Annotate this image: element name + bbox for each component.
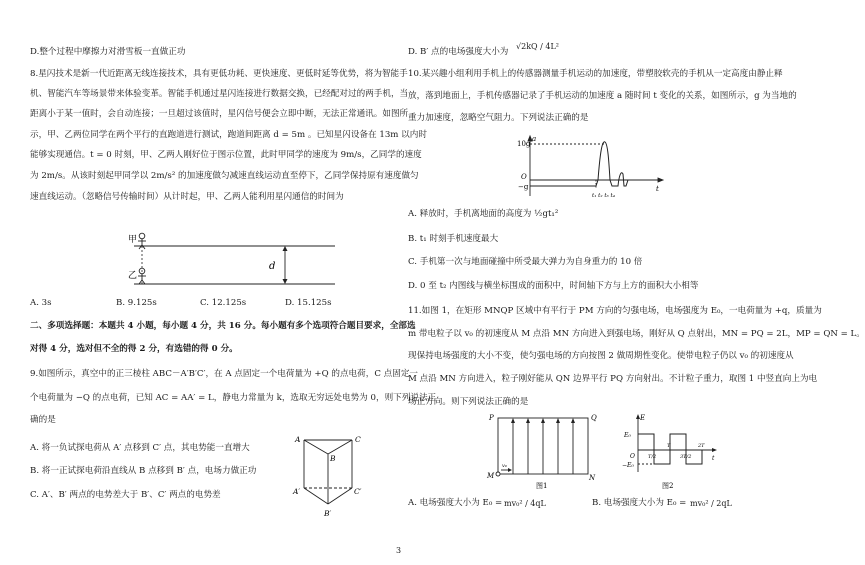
- q8-line: 为 2m/s。从该时刻起甲同学以 2m/s² 的加速度做匀减速直线运动直至停下，乙同学保持原有速度做匀: [30, 171, 419, 181]
- q11-option-a-text: A. 电场强度大小为 E₀ =: [408, 498, 503, 508]
- tick-3T2: 3T/2: [680, 454, 692, 460]
- label-B1: B′: [324, 509, 332, 518]
- q10-option-a: A. 释放时，手机离地面的高度为 ½gt₁²: [408, 209, 559, 219]
- q9-option-d-text: D. B′ 点的电场强度大小为: [408, 47, 509, 57]
- label-N: N: [589, 474, 596, 482]
- tick-T: T: [667, 443, 671, 449]
- q11-line: 现保持电场强度的大小不变，使匀强电场的方向按图 2 做周期性变化。使带电粒子仍以 v₀ 的初速度从: [408, 351, 794, 361]
- tick-T2: T/2: [648, 454, 657, 460]
- q7-option-d: D.整个过程中摩擦力对滑雪板一直做正功: [30, 47, 186, 57]
- label-jia: 甲: [128, 235, 138, 245]
- q8-track-figure: [110, 226, 340, 292]
- label-M: M: [487, 472, 495, 480]
- q11-line: 11.如图 1，在矩形 MNQP 区域中有平行于 PM 方向的匀强电场，电场强度为 E₀，一电荷量为 +q，质量为: [408, 306, 822, 316]
- q9-line: 个电荷量为 −Q 的点电荷，已知 AC = AA′ = L，静电力常量为 k，选取无穷远处电势为 0，则下列说法正: [30, 393, 437, 403]
- q8-line: 能够实现通信。t = 0 时刻，甲、乙两人刚好位于图示位置，此时甲同学的速度为 9m/s，乙同学的速度: [30, 150, 422, 160]
- q10-line: 重力加速度，忽略空气阻力。下列说法正确的是: [408, 113, 589, 123]
- axis-t: t: [712, 455, 715, 462]
- q10-option-b: B. t₁ 时刻手机速度最大: [408, 234, 499, 244]
- label-d: d: [269, 261, 276, 272]
- q10-line: 10.某兴趣小组利用手机上的传感器测量手机运动的加速度，带塑胶软壳的手机从一定高度由静止释: [408, 69, 783, 79]
- axis-E: E: [640, 414, 646, 422]
- q8-line: 8.星闪技术是新一代近距离无线连接技术，具有更低功耗、更快速度、更低时延等优势，将为智能手: [30, 69, 408, 79]
- q9-option-d-formula: [516, 41, 559, 52]
- q10-option-d: D. 0 至 t₂ 内图线与横坐标围成的面积中，时间轴下方与上方的面积大小相等: [408, 281, 699, 291]
- q10-option-c: C. 手机第一次与地面碰撞中所受最大弹力为自身重力的 10 倍: [408, 257, 643, 267]
- label-B: B: [330, 454, 336, 463]
- q8-line: 示，甲、乙两位同学在两个平行的直跑道进行测试，跑道间距离 d = 5m 。已知星闪设备在 13m 以内时: [30, 130, 427, 140]
- q9-line: 9.如图所示，真空中的正三棱柱 ABC－A′B′C′，在 A 点固定一个电荷量为 +Q 的点电荷，C 点固定一: [30, 369, 419, 379]
- tick-neg-g: −g: [518, 183, 529, 191]
- left-column: [30, 0, 437, 565]
- q8-line: 机、智能汽车等场景带来体验变革。智能手机通过星闪连接进行数据交换，已经配对过的两手机，当: [30, 89, 409, 99]
- q9-option-b: B. 将一正试探电荷沿直线从 B 点移到 B′ 点，电场力做正功: [30, 466, 257, 476]
- origin-O: O: [630, 453, 635, 460]
- label-v0: v₀: [502, 463, 507, 469]
- q11-figure-1: [483, 412, 603, 490]
- time-ticks: t₁ t₂ t₃ t₄: [592, 193, 615, 199]
- q10-line: 放，落到地面上，手机传感器记录了手机运动的加速度 a 随时间 t 变化的关系，如图所示，g 为当地的: [408, 91, 797, 101]
- q11-line: 场正方向。则下列说法正确的是: [408, 397, 529, 407]
- q8-option-d: D. 15.125s: [285, 298, 332, 308]
- fig1-caption: 图1: [536, 482, 548, 490]
- section2-heading-cont: 对得 4 分，选对但不全的得 2 分，有选错的得 0 分。: [30, 344, 238, 354]
- q11-option-b-text: B. 电场强度大小为 E₀ =: [592, 498, 687, 508]
- q8-option-b: B. 9.125s: [116, 298, 157, 308]
- label-Q: Q: [591, 414, 597, 422]
- formula-text: √2kQ / 4L²: [516, 42, 559, 51]
- q11-line: M 点沿 MN 方向进入，粒子刚好能从 QN 边界平行 PQ 方向射出。不计粒子重力，取图 1 中竖直向上为电: [408, 374, 818, 384]
- right-column: [408, 0, 865, 565]
- label-C1: C′: [354, 487, 362, 496]
- label-A1: A′: [293, 487, 301, 496]
- axis-a: a: [532, 135, 537, 143]
- q11-line: m 带电粒子以 v₀ 的初速度从 M 点沿 MN 方向进入到强电场，刚好从 Q 点射出，MN = PQ = 2L，MP = QN = L。: [408, 329, 865, 339]
- q9-line: 确的是: [30, 415, 56, 425]
- label-P: P: [489, 414, 494, 422]
- q9-prism-figure: [292, 432, 372, 524]
- q8-line: 速直线运动。（忽略信号传输时间）从计时起，甲、乙两人能利用星闪通信的时间为: [30, 192, 344, 202]
- q11-option-a-formula: mv₀² / 4qL: [504, 499, 546, 508]
- tick-negE0: −E₀: [622, 462, 634, 469]
- tick-E0: E₀: [624, 432, 631, 439]
- q9-option-c: C. A′、B′ 两点的电势差大于 B′、C′ 两点的电势差: [30, 490, 221, 500]
- label-C: C: [355, 435, 361, 444]
- q11-figure-2: [622, 412, 722, 490]
- page-number: 3: [396, 546, 402, 555]
- q8-option-c: C. 12.125s: [200, 298, 247, 308]
- origin: O: [521, 173, 527, 181]
- tick-2T: 2T: [698, 443, 705, 449]
- label-yi: 乙: [128, 271, 138, 281]
- q11-option-b-formula: mv₀² / 2qL: [690, 499, 732, 508]
- q8-option-a: A. 3s: [30, 298, 52, 308]
- axis-t: t: [656, 185, 659, 193]
- fig2-caption: 图2: [662, 482, 674, 490]
- q9-option-a: A. 将一负试探电荷从 A′ 点移到 C′ 点，其电势能一直增大: [30, 443, 250, 453]
- tick-10g: 10g: [517, 140, 531, 148]
- q8-line: 距离小于某一值时，会自动连接；一旦超过该值时，星闪信号便会立即中断，无法正常通讯。如图所: [30, 109, 409, 119]
- label-A: A: [295, 435, 301, 444]
- q10-acceleration-graph: [518, 134, 668, 202]
- section2-heading: 二、多项选择题：本题共 4 小题，每小题 4 分，共 16 分。每小题有多个选项符合题目要求，全部选: [30, 321, 416, 331]
